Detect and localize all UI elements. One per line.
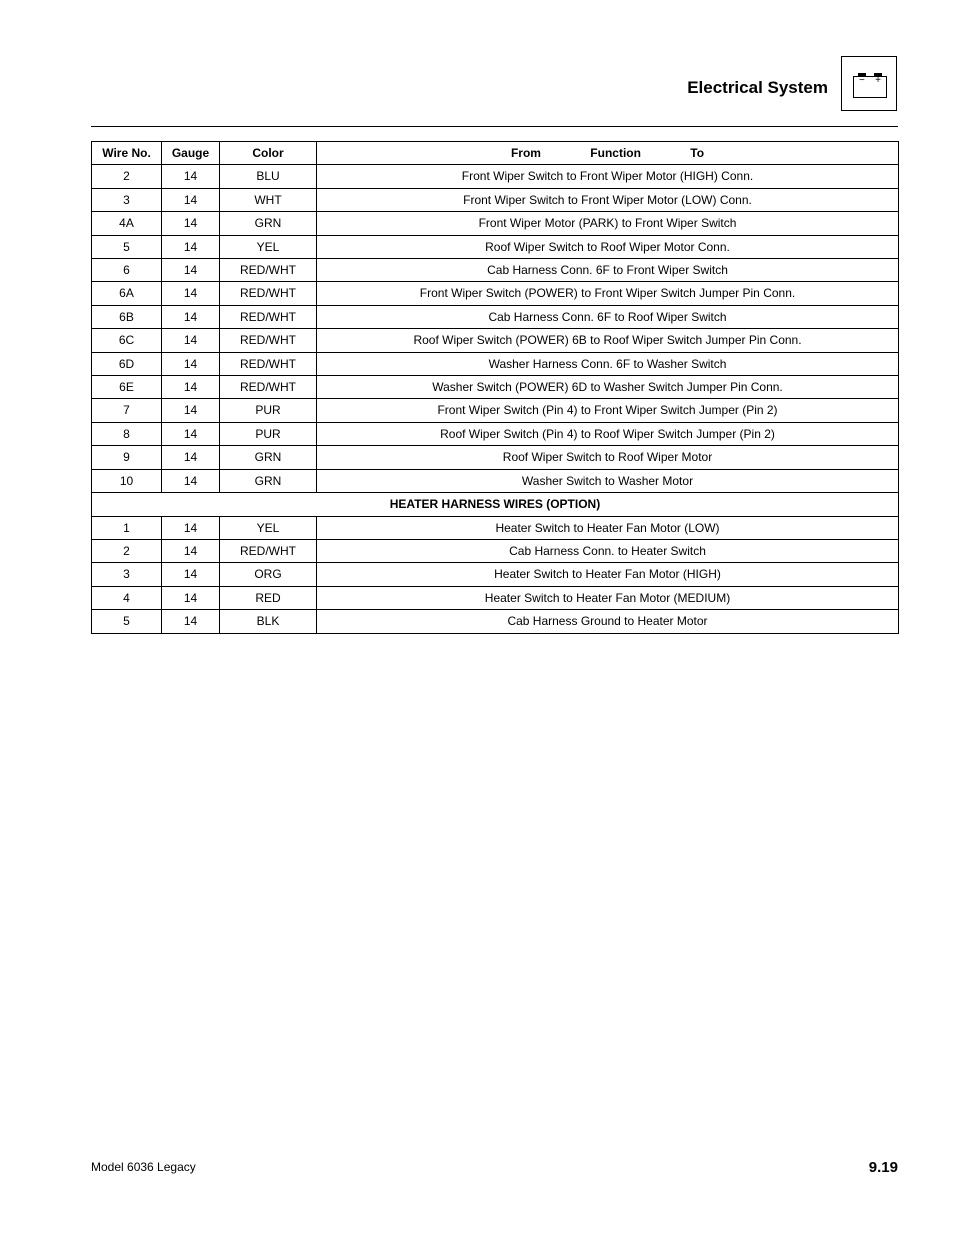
function-cell: Front Wiper Switch to Front Wiper Motor (LOW) Conn.	[317, 188, 899, 211]
color-cell: GRN	[220, 446, 317, 469]
gauge-cell: 14	[162, 422, 220, 445]
table-row	[92, 235, 899, 258]
gauge-cell: 14	[162, 305, 220, 328]
gauge-cell: 14	[162, 586, 220, 609]
color-cell: BLK	[220, 610, 317, 633]
table-row	[92, 212, 899, 235]
gauge-cell: 14	[162, 329, 220, 352]
color-cell: YEL	[220, 235, 317, 258]
column-header-from-function-to	[317, 142, 899, 165]
section-row	[92, 493, 899, 516]
wire-no-cell: 5	[92, 235, 162, 258]
gauge-cell: 14	[162, 165, 220, 188]
table-row	[92, 469, 899, 492]
footer-model: Model 6036 Legacy	[91, 1160, 196, 1174]
gauge-cell: 14	[162, 282, 220, 305]
function-cell: Cab Harness Conn. to Heater Switch	[317, 539, 899, 562]
gauge-cell: 14	[162, 516, 220, 539]
wire-no-cell: 2	[92, 539, 162, 562]
battery-icon	[853, 76, 887, 98]
color-cell: RED/WHT	[220, 376, 317, 399]
function-cell: Roof Wiper Switch (POWER) 6B to Roof Wiper Switch Jumper Pin Conn.	[317, 329, 899, 352]
table-row	[92, 610, 899, 633]
function-cell: Washer Switch (POWER) 6D to Washer Switch Jumper Pin Conn.	[317, 376, 899, 399]
gauge-cell: 14	[162, 259, 220, 282]
function-cell: Heater Switch to Heater Fan Motor (HIGH)	[317, 563, 899, 586]
wire-no-cell: 6	[92, 259, 162, 282]
function-cell: Front Wiper Motor (PARK) to Front Wiper Switch	[317, 212, 899, 235]
wire-no-cell: 9	[92, 446, 162, 469]
wire-no-cell: 8	[92, 422, 162, 445]
function-cell: Front Wiper Switch to Front Wiper Motor (HIGH) Conn.	[317, 165, 899, 188]
table-row	[92, 282, 899, 305]
color-cell: RED/WHT	[220, 282, 317, 305]
table-row	[92, 259, 899, 282]
color-cell: RED/WHT	[220, 259, 317, 282]
battery-minus-sign: −	[859, 75, 865, 86]
column-header-to: To	[690, 146, 705, 160]
color-cell: BLU	[220, 165, 317, 188]
heater-wires-body	[92, 516, 899, 633]
wire-no-cell: 4A	[92, 212, 162, 235]
gauge-cell: 14	[162, 469, 220, 492]
color-cell: GRN	[220, 469, 317, 492]
table-row	[92, 563, 899, 586]
battery-plus-sign: +	[875, 75, 881, 86]
table-row	[92, 422, 899, 445]
wire-no-cell: 1	[92, 516, 162, 539]
column-header-wire-no: Wire No.	[92, 142, 162, 165]
color-cell: GRN	[220, 212, 317, 235]
function-cell: Cab Harness Ground to Heater Motor	[317, 610, 899, 633]
function-cell: Roof Wiper Switch to Roof Wiper Motor	[317, 446, 899, 469]
color-cell: RED/WHT	[220, 352, 317, 375]
table-row	[92, 446, 899, 469]
wire-no-cell: 2	[92, 165, 162, 188]
gauge-cell: 14	[162, 446, 220, 469]
table-row	[92, 376, 899, 399]
function-cell: Roof Wiper Switch to Roof Wiper Motor Conn.	[317, 235, 899, 258]
wire-no-cell: 5	[92, 610, 162, 633]
color-cell: RED/WHT	[220, 329, 317, 352]
header-rule	[91, 126, 898, 127]
table-row	[92, 329, 899, 352]
heater-section-header	[92, 493, 899, 516]
page-number: 9.19	[868, 1159, 898, 1176]
table-row	[92, 399, 899, 422]
function-cell: Washer Harness Conn. 6F to Washer Switch	[317, 352, 899, 375]
wire-no-cell: 10	[92, 469, 162, 492]
column-header-color: Color	[220, 142, 317, 165]
table-row	[92, 305, 899, 328]
table-row	[92, 586, 899, 609]
column-header-from: From	[510, 146, 541, 160]
page-title: Electrical System	[687, 78, 828, 97]
wire-no-cell: 6D	[92, 352, 162, 375]
function-cell: Heater Switch to Heater Fan Motor (LOW)	[317, 516, 899, 539]
color-cell: WHT	[220, 188, 317, 211]
column-header-gauge: Gauge	[162, 142, 220, 165]
gauge-cell: 14	[162, 212, 220, 235]
gauge-cell: 14	[162, 563, 220, 586]
color-cell: RED/WHT	[220, 539, 317, 562]
wire-no-cell: 6B	[92, 305, 162, 328]
gauge-cell: 14	[162, 539, 220, 562]
color-cell: RED	[220, 586, 317, 609]
gauge-cell: 14	[162, 188, 220, 211]
table-row	[92, 165, 899, 188]
section-icon-box	[841, 56, 897, 111]
function-cell: Roof Wiper Switch (Pin 4) to Roof Wiper Switch Jumper (Pin 2)	[317, 422, 899, 445]
gauge-cell: 14	[162, 610, 220, 633]
gauge-cell: 14	[162, 376, 220, 399]
wire-no-cell: 3	[92, 188, 162, 211]
wire-no-cell: 7	[92, 399, 162, 422]
table-row	[92, 539, 899, 562]
table-row	[92, 188, 899, 211]
column-header-function: Function	[590, 146, 641, 160]
color-cell: RED/WHT	[220, 305, 317, 328]
function-cell: Washer Switch to Washer Motor	[317, 469, 899, 492]
wire-table	[91, 141, 899, 634]
gauge-cell: 14	[162, 352, 220, 375]
wire-no-cell: 3	[92, 563, 162, 586]
function-cell: Heater Switch to Heater Fan Motor (MEDIUM)	[317, 586, 899, 609]
table-row	[92, 516, 899, 539]
wire-no-cell: 6A	[92, 282, 162, 305]
function-cell: Front Wiper Switch (POWER) to Front Wiper Switch Jumper Pin Conn.	[317, 282, 899, 305]
function-cell: Cab Harness Conn. 6F to Front Wiper Switch	[317, 259, 899, 282]
gauge-cell: 14	[162, 235, 220, 258]
color-cell: PUR	[220, 422, 317, 445]
function-cell: Cab Harness Conn. 6F to Roof Wiper Switch	[317, 305, 899, 328]
color-cell: YEL	[220, 516, 317, 539]
function-cell: Front Wiper Switch (Pin 4) to Front Wiper Switch Jumper (Pin 2)	[317, 399, 899, 422]
color-cell: ORG	[220, 563, 317, 586]
heater-section-title: HEATER HARNESS WIRES (OPTION)	[92, 493, 899, 516]
wire-no-cell: 4	[92, 586, 162, 609]
color-cell: PUR	[220, 399, 317, 422]
table-header-row	[92, 142, 899, 165]
table-row	[92, 352, 899, 375]
wiper-wires-body	[92, 165, 899, 493]
wire-no-cell: 6C	[92, 329, 162, 352]
wire-no-cell: 6E	[92, 376, 162, 399]
gauge-cell: 14	[162, 399, 220, 422]
